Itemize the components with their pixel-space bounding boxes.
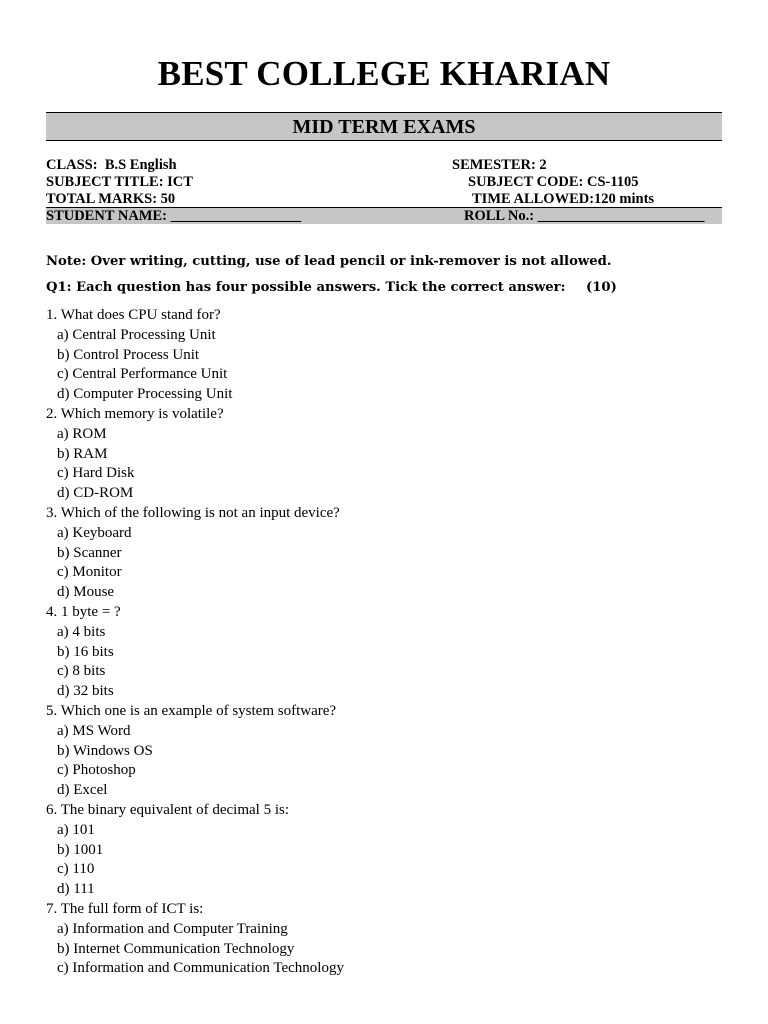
option-3b[interactable]: b) Scanner [57, 544, 122, 561]
exam-note: Note: Over writing, cutting, use of lead pencil or ink-remover is not allowed. [46, 254, 612, 269]
option-1d[interactable]: d) Computer Processing Unit [57, 386, 233, 403]
option-5b[interactable]: b) Windows OS [57, 742, 153, 759]
option-3a[interactable]: a) Keyboard [57, 524, 132, 541]
option-4a[interactable]: a) 4 bits [57, 623, 106, 640]
option-3c[interactable]: c) Monitor [57, 564, 122, 581]
subject-title-label: SUBJECT TITLE: ICT [46, 174, 193, 190]
college-title: BEST COLLEGE KHARIAN [157, 54, 611, 93]
option-2c[interactable]: c) Hard Disk [57, 465, 135, 482]
q1-marks: (10) [586, 280, 617, 295]
option-1b[interactable]: b) Control Process Unit [57, 346, 200, 363]
option-2a[interactable]: a) ROM [57, 425, 107, 442]
question-3: 3. Which of the following is not an input device? [46, 504, 340, 521]
question-2: 2. Which memory is volatile? [46, 405, 224, 422]
question-1: 1. What does CPU stand for? [46, 307, 221, 323]
time-allowed-label: TIME ALLOWED:120 mints [472, 191, 655, 207]
question-list [46, 306, 344, 979]
option-3d[interactable]: d) Mouse [57, 584, 115, 601]
class-label: CLASS: B.S English [46, 157, 177, 173]
option-2d[interactable]: d) CD-ROM [57, 485, 134, 502]
info-row-class [46, 157, 722, 174]
option-2b[interactable]: b) RAM [57, 445, 108, 462]
info-row-marks [46, 191, 722, 208]
question-5: 5. Which one is an example of system software? [46, 702, 337, 719]
exam-title: MID TERM EXAMS [292, 116, 476, 138]
semester-label: SEMESTER: 2 [452, 157, 547, 173]
option-5c[interactable]: c) Photoshop [57, 762, 136, 779]
option-6a[interactable]: a) 101 [57, 821, 95, 838]
option-6d[interactable]: d) 111 [57, 881, 95, 898]
student-name-field[interactable]: STUDENT NAME: __________________ [46, 208, 302, 224]
total-marks-label: TOTAL MARKS: 50 [46, 191, 176, 207]
option-6c[interactable]: c) 110 [57, 861, 95, 878]
question-4: 4. 1 byte = ? [46, 603, 121, 620]
option-4d[interactable]: d) 32 bits [57, 683, 114, 700]
question-6: 6. The binary equivalent of decimal 5 is: [46, 801, 289, 818]
option-7b[interactable]: b) Internet Communication Technology [57, 940, 295, 957]
option-4c[interactable]: c) 8 bits [57, 663, 106, 680]
roll-no-field[interactable]: ROLL No.: _______________________ [464, 208, 705, 224]
info-row-subject [46, 174, 722, 191]
option-5d[interactable]: d) Excel [57, 782, 108, 799]
q1-header [46, 280, 722, 295]
option-1c[interactable]: c) Central Performance Unit [57, 366, 228, 383]
option-7c[interactable]: c) Information and Communication Technology [57, 960, 344, 977]
exam-title-band [46, 112, 722, 141]
question-7: 7. The full form of ICT is: [46, 900, 204, 917]
info-row-student [46, 207, 722, 224]
option-1a[interactable]: a) Central Processing Unit [57, 326, 216, 343]
option-4b[interactable]: b) 16 bits [57, 643, 114, 660]
q1-instruction: Q1: Each question has four possible answers. Tick the correct answer: [46, 280, 566, 295]
option-7a[interactable]: a) Information and Computer Training [57, 920, 288, 937]
option-5a[interactable]: a) MS Word [57, 722, 131, 739]
option-6b[interactable]: b) 1001 [57, 841, 104, 858]
subject-code-label: SUBJECT CODE: CS-1105 [468, 174, 639, 190]
